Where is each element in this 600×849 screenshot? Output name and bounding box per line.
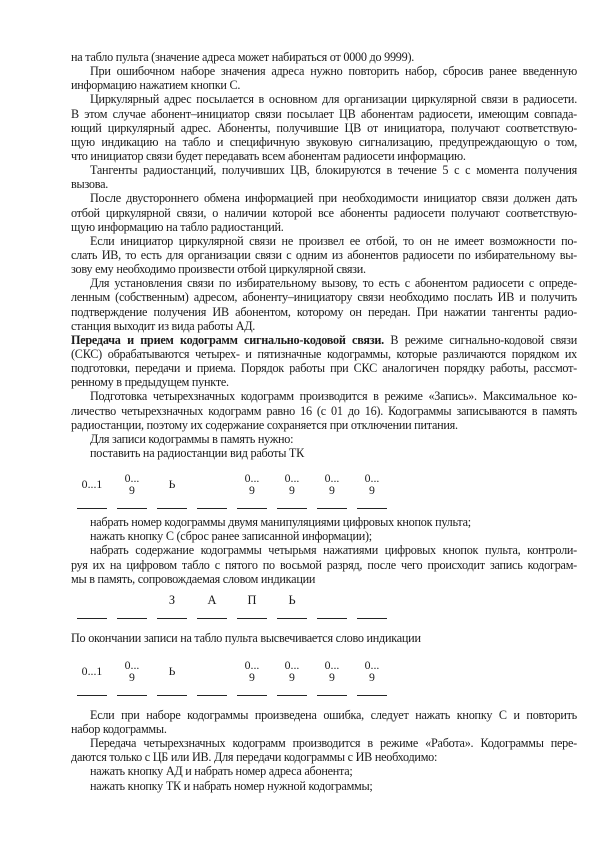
text-line: Тангенты радиостанций, получивших ЦВ, блокируются в течение 5 с с момента получения <box>90 163 577 178</box>
display-cell <box>152 659 192 696</box>
display-cell-underline <box>237 508 267 509</box>
display-cell-underline <box>157 695 187 696</box>
text-line: на табло пульта (значение адреса может набираться от 0000 до 9999). <box>71 50 415 64</box>
display-cell-label: П <box>247 593 257 608</box>
text-line: При ошибочном наборе значения адреса нужно повторить набор, сбросив ранее введенную <box>90 64 577 79</box>
display-cell-underline <box>197 618 227 619</box>
display-cell-underline <box>277 695 307 696</box>
display-cell-label: 0... 9 <box>324 471 340 498</box>
text-line: (СКС) обрабатываются четырех- и пятизначные кодограммы, которые различаются порядком их <box>71 346 577 361</box>
display-cell-label: 0... 9 <box>284 658 300 684</box>
display-cell <box>352 659 392 696</box>
display-cell <box>272 472 312 509</box>
display-cell <box>192 472 232 509</box>
display-cell-label: 0... 9 <box>364 471 380 498</box>
text-line: В этом случае абонент–инициатор связи посылает ЦВ абонентам радиосети, имеющим совпада- <box>71 106 577 121</box>
display-cell-underline <box>77 508 107 509</box>
bold-heading-segment: Передача и прием кодограмм сигнально-кодовой связи. <box>71 332 384 347</box>
display-cell <box>192 659 232 696</box>
display-cell-underline <box>117 618 147 619</box>
text-line: радиостанции, поэтому их содержание сохраняется при отключении питания. <box>71 417 458 432</box>
display-cell-label: 0... 9 <box>324 658 340 684</box>
text-block-after-record <box>71 631 577 645</box>
display-cell <box>112 472 152 509</box>
display-cell <box>72 594 112 619</box>
display-cell <box>312 594 352 619</box>
display-cell-label: 0... 9 <box>124 658 140 684</box>
text-line: отбой циркулярной связи, о наличии которой все абоненты радиосети получают соответствую- <box>71 205 577 220</box>
text-line: мы в память, сопровождаемая словом индикации <box>71 571 316 586</box>
display-cell-label: 0...1 <box>81 477 103 492</box>
text-line: Если при наборе кодограммы произведена ошибка, следует нажать кнопку С и повторить <box>90 707 577 722</box>
text-line: ренному в предыдущем пункте. <box>71 375 229 390</box>
text-line: Подготовка четырехзначных кодограмм производится в режиме «Запись». Максимальное ко- <box>90 389 577 404</box>
text-line: нажать кнопку АД и набрать номер адреса абонента; <box>90 764 353 779</box>
codogram-digit-range-display-2 <box>72 659 394 696</box>
text-line: Для записи кодограммы в память нужно: <box>90 431 294 446</box>
text-line: вызова. <box>71 177 109 192</box>
display-cell <box>352 472 392 509</box>
display-cell-underline <box>277 508 307 509</box>
display-cell <box>312 659 352 696</box>
text-line: нажать кнопку С (сброс ранее записанной информации); <box>90 529 372 544</box>
display-cell-underline <box>357 508 387 509</box>
display-cell-label: Ь <box>168 664 176 679</box>
display-cell-label: 0...1 <box>81 664 103 679</box>
display-cell <box>272 659 312 696</box>
text-line: станция выходит из вида работы АД. <box>71 318 256 333</box>
text-line: щую индикацию на табло и специфичную звуковую сигнализацию, предупреждающую о том, <box>71 134 577 149</box>
display-cell <box>192 594 232 619</box>
text-line: нажать кнопку ТК и набрать номер нужной кодограммы; <box>90 778 373 793</box>
display-cell-label: 0... 9 <box>124 471 140 498</box>
display-cell-underline <box>317 695 347 696</box>
display-cell-underline <box>317 508 347 509</box>
text-line: подтверждение получения ИВ абонентом, которому он передан. При нажатии тангенты радио- <box>71 304 577 319</box>
text-line: руя их на цифровом табло с пятого по восьмой разряд, после чего происходит запись кодограм- <box>71 557 577 572</box>
display-cell <box>152 472 192 509</box>
display-cell <box>272 594 312 619</box>
display-cell <box>112 594 152 619</box>
display-cell-label: Ь <box>288 593 296 608</box>
text-line: информацию нажатием кнопки С. <box>71 78 241 93</box>
text-block-transmit <box>71 708 577 793</box>
display-cell-underline <box>197 508 227 509</box>
display-cell-underline <box>317 618 347 619</box>
display-cell-underline <box>77 695 107 696</box>
text-line: зову ему необходимо произвести отбой циркулярной связи. <box>71 262 366 277</box>
codogram-digit-range-display-1 <box>72 472 394 509</box>
display-cell-label: 0... 9 <box>244 471 260 498</box>
text-line: что инициатор связи будет передавать всем абонентам радиосети информацию. <box>71 148 466 163</box>
display-cell-underline <box>237 695 267 696</box>
text-line: поставить на радиостанции вид работы ТК <box>90 445 304 460</box>
text-line: Передача четырехзначных кодограмм производится в режиме «Работа». Кодограммы пере- <box>90 736 577 751</box>
display-cell-label: 0... 9 <box>284 471 300 498</box>
text-line: После двустороннего обмена информацией при необходимости инициатор связи должен дать <box>90 191 577 206</box>
display-cell-underline <box>77 618 107 619</box>
display-cell-row <box>72 472 394 509</box>
text-line: ленным (собственным) адресом, абоненту–инициатору связи необходимо послать ИВ и получить <box>71 290 577 305</box>
text-line: Если инициатор циркулярной связи не произвел ее отбой, то он не имеет возможности по- <box>90 233 577 248</box>
display-cell-row <box>72 594 394 619</box>
display-cell-underline <box>117 508 147 509</box>
text-line: слать ИВ, то есть для организации связи с одним из абонентов радиосети по избирательному вы- <box>71 247 577 262</box>
display-cell-underline <box>357 695 387 696</box>
text-line: личество четырехзначных кодограмм равно 16 (с 01 до 16). Кодограммы записываются в память <box>71 403 577 418</box>
record-indication-word-display <box>72 594 394 619</box>
text-line: ющий циркулярный адрес. Абоненты, получившие ЦВ от инициатора, получают соответствую- <box>71 120 577 135</box>
text-block-main <box>71 50 577 460</box>
document-text-column <box>71 50 577 793</box>
display-cell-label: 0... 9 <box>244 658 260 684</box>
text-line: Для установления связи по избирательному вызову, то есть с абонентом радиосети с опреде- <box>90 276 577 291</box>
display-cell-underline <box>357 618 387 619</box>
display-cell-label: 0... 9 <box>364 658 380 684</box>
display-cell-row <box>72 659 394 696</box>
display-cell <box>312 472 352 509</box>
display-cell <box>232 659 272 696</box>
display-cell-underline <box>117 695 147 696</box>
text-line: Циркулярный адрес посылается в основном для организации циркулярной связи в радиосети. <box>90 92 577 107</box>
text-line: подготовки, передачи и приема. Порядок работы при СКС аналогичен порядку работы, рассмот- <box>71 361 577 376</box>
display-cell-label: А <box>207 593 217 608</box>
text-line: По окончании записи на табло пульта высвечивается слово индикации <box>71 630 421 645</box>
display-cell-label: З <box>168 593 176 608</box>
display-cell <box>352 594 392 619</box>
text-block-record-steps <box>71 515 577 586</box>
display-cell-underline <box>237 618 267 619</box>
display-cell <box>72 659 112 696</box>
display-cell-underline <box>157 508 187 509</box>
text-line: щую информацию на табло радиостанций. <box>71 219 284 234</box>
display-cell-label: Ь <box>168 477 176 492</box>
display-cell <box>232 472 272 509</box>
display-cell <box>72 472 112 509</box>
text-line: набрать номер кодограммы двумя манипуляциями цифровых кнопок пульта; <box>90 515 471 530</box>
text-line: набор кодограммы. <box>71 722 167 737</box>
text-line: даются только с ЦБ или ИВ. Для передачи кодограммы с ИВ необходимо: <box>71 750 438 765</box>
display-cell <box>112 659 152 696</box>
text-line: Передача и прием кодограмм сигнально-кодовой связи. В режиме сигнально-кодовой связи <box>71 332 577 347</box>
display-cell-underline <box>277 618 307 619</box>
display-cell <box>232 594 272 619</box>
display-cell-underline <box>197 695 227 696</box>
display-cell <box>152 594 192 619</box>
text-line: набрать содержание кодограммы четырьмя нажатиями цифровых кнопок пульта, контроли- <box>90 543 577 558</box>
display-cell-underline <box>157 618 187 619</box>
